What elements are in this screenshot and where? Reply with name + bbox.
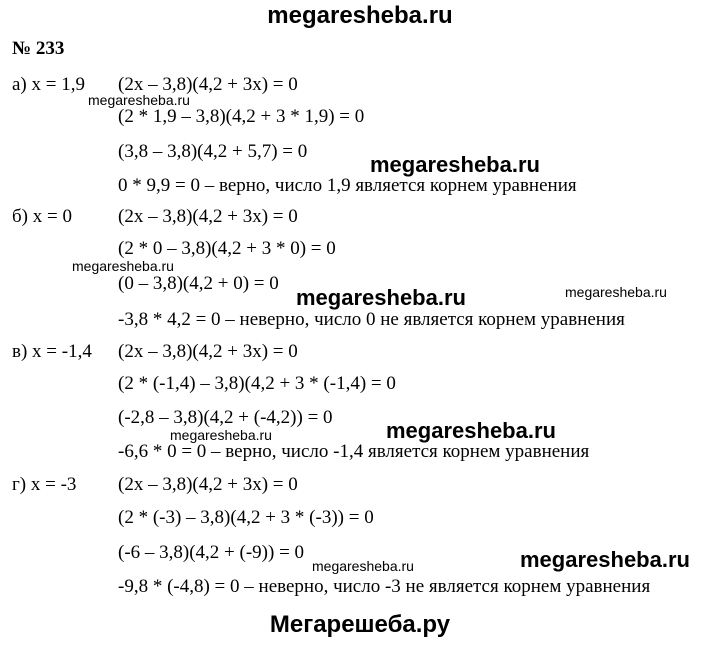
section-v-line-3: (-2,8 – 3,8)(4,2 + (-4,2)) = 0 [118,407,333,428]
section-g-line-2: (2 * (-3) – 3,8)(4,2 + 3 * (-3)) = 0 [118,507,374,528]
watermark-small: megaresheba.ru [170,427,272,443]
section-b-line-3: (0 – 3,8)(4,2 + 0) = 0 [118,273,279,294]
section-v-label: в) x = -1,4 [12,341,92,362]
watermark-small: megaresheba.ru [72,258,174,274]
section-g-label: г) x = -3 [12,474,77,495]
section-a-line-1: (2x – 3,8)(4,2 + 3x) = 0 [118,74,298,95]
site-footer: Мегарешеба.ру [269,611,451,638]
section-b-line-1: (2x – 3,8)(4,2 + 3x) = 0 [118,206,298,227]
problem-number: № 233 [12,38,65,59]
watermark-big: megaresheba.ru [386,418,556,443]
watermark-small: megaresheba.ru [88,92,190,108]
section-b-line-4: -3,8 * 4,2 = 0 – неверно, число 0 не является корнем уравнения [118,309,625,330]
watermark-big: megaresheba.ru [370,152,540,177]
watermark-big: megaresheba.ru [520,547,690,572]
site-header: megaresheba.ru [267,2,453,29]
section-b-line-2: (2 * 0 – 3,8)(4,2 + 3 * 0) = 0 [118,238,336,259]
section-g-line-1: (2x – 3,8)(4,2 + 3x) = 0 [118,474,298,495]
section-g-line-4: -9,8 * (-4,8) = 0 – неверно, число -3 не является корнем уравнения [118,576,651,597]
watermark-small: megaresheba.ru [312,558,414,574]
watermark-big: megaresheba.ru [296,285,466,310]
section-g-line-3: (-6 – 3,8)(4,2 + (-9)) = 0 [118,542,305,563]
section-a-label: а) x = 1,9 [12,74,85,95]
watermark-small: megaresheba.ru [565,284,667,300]
section-v-line-1: (2x – 3,8)(4,2 + 3x) = 0 [118,341,298,362]
section-a-line-3: (3,8 – 3,8)(4,2 + 5,7) = 0 [118,141,308,162]
section-v-line-2: (2 * (-1,4) – 3,8)(4,2 + 3 * (-1,4) = 0 [118,373,396,394]
section-v-line-4: -6,6 * 0 = 0 – верно, число -1,4 является корнем уравнения [118,441,590,462]
section-b-label: б) x = 0 [12,206,72,227]
section-a-line-2: (2 * 1,9 – 3,8)(4,2 + 3 * 1,9) = 0 [118,106,365,127]
section-a-line-4: 0 * 9,9 = 0 – верно, число 1,9 является корнем уравнения [118,175,577,196]
